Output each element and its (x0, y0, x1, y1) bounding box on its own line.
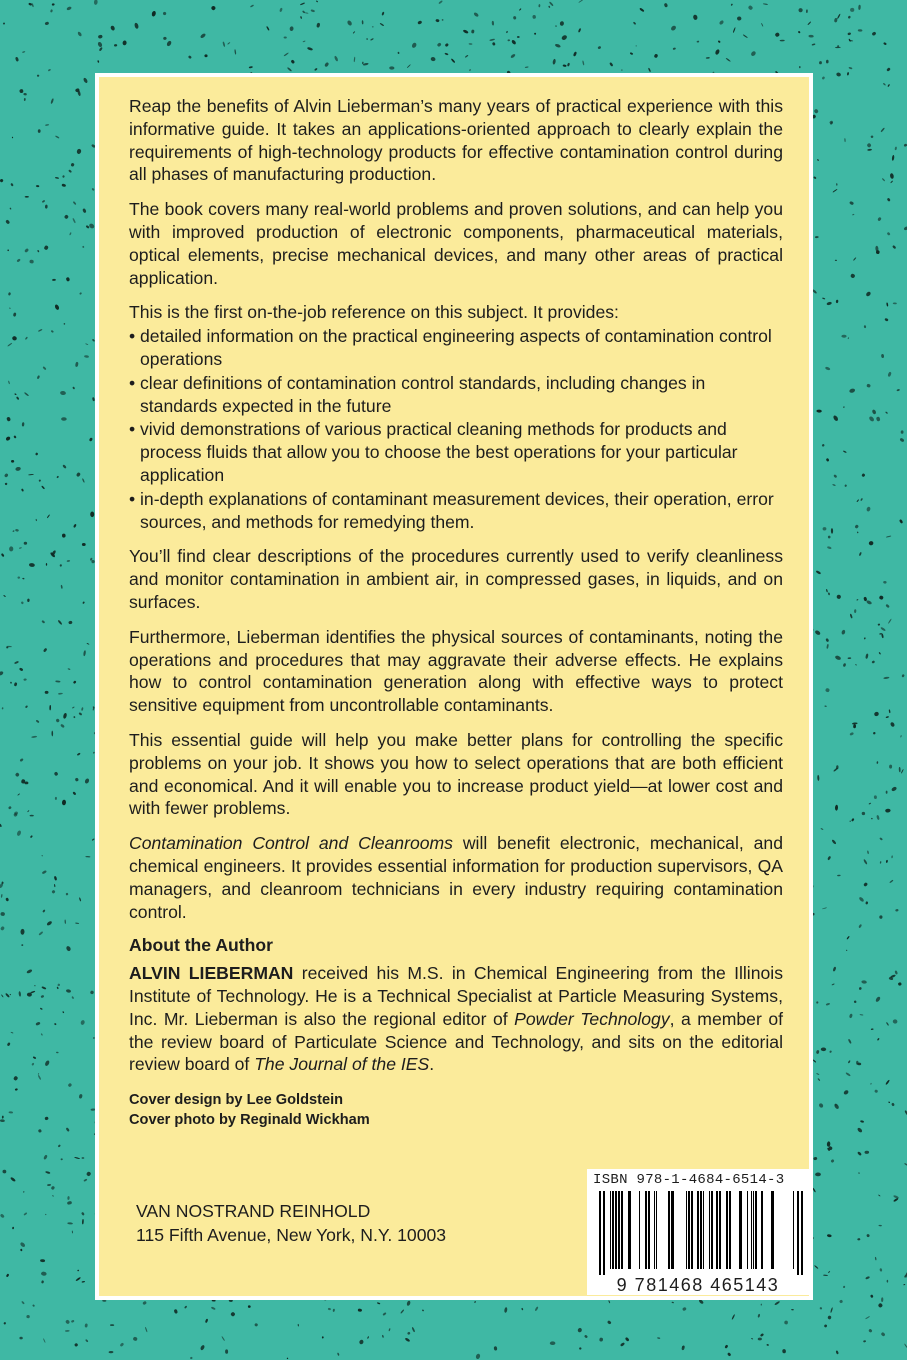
audience-paragraph (129, 832, 783, 923)
barcode-digits: 9 781468 465143 (616, 1275, 780, 1295)
publisher-block (136, 1199, 446, 1247)
publisher-address: 115 Fifth Avenue, New York, N.Y. 10003 (136, 1225, 447, 1245)
isbn-barcode (587, 1169, 809, 1295)
intro-paragraph: Reap the benefits of Alvin Lieberman’s many years of practical experience with this informative guide. It takes an applications-oriented approach to clearly explain the requirements of high-technology products for effective contamination control during all phases of manufacturing production. (129, 96, 783, 185)
procedures-paragraph: You’ll find clear descriptions of the procedures currently used to verify cleanliness and monitor contamination in ambient air, in compressed gases, in liquids, and on surfaces. (129, 546, 783, 612)
problems-paragraph: The book covers many real-world problems and proven solutions, and can help you with improved production of electronic components, pharmaceutical materials, optical elements, precise mechanical devices, and many other areas of practical application. (129, 199, 783, 288)
audience-text: will benefit electronic, mechanical, and chemical engineers. It provides essential information for production supervisors, QA managers, and cleanroom technicians in every industry requiring contamination control. (129, 833, 783, 922)
isbn-label: ISBN 978-1-4684-6514-3 (593, 1172, 785, 1188)
cover-design-credit: Cover design by Lee Goldstein (129, 1092, 344, 1109)
bio-text-3: . (429, 1054, 435, 1075)
list-item: • clear definitions of contamination control standards, including changes in standards expected in the future (129, 372, 783, 418)
bio-text-2: , a member of the review board of Particulate Science and Technology, and sits on the editorial review board of (129, 1008, 783, 1075)
journal-powder-technology: Powder Technology (514, 1008, 670, 1029)
list-item: • vivid demonstrations of various practical cleaning methods for products and process fluids that allow you to choose the best operations for your particular application (129, 418, 783, 486)
list-item: • detailed information on the practical engineering aspects of contamination control operations (129, 325, 783, 371)
sources-paragraph: Furthermore, Lieberman identifies the physical sources of contaminants, noting the operations and procedures that may aggravate their adverse effects. He explains how to control contamination generation along with effective ways to protect sensitive equipment from uncontrollable contaminants. (129, 626, 783, 716)
guide-paragraph: This essential guide will help you make better plans for controlling the specific problems on your job. It shows you how to select operations that are both efficient and economical. And it will enable you to increase product yield—at lower cost and with fewer problems. (129, 729, 783, 819)
cover-credits (129, 1090, 783, 1130)
cover-photo-credit: Cover photo by Reginald Wickham (129, 1112, 370, 1129)
features-list (129, 325, 783, 533)
provides-paragraph: This is the first on-the-job reference on this subject. It provides: (129, 302, 619, 323)
about-author-heading: About the Author (129, 935, 273, 956)
journal-ies: The Journal of the IES (254, 1054, 430, 1075)
bio-text-1: received his M.S. in Chemical Engineering from the Illinois Institute of Technology. He is a Technical Specialist at Particle Measuring Systems, Inc. Mr. Lieberman is also the regional editor of (129, 963, 783, 1029)
publisher-name: VAN NOSTRAND REINHOLD (136, 1201, 371, 1221)
author-bio (129, 962, 783, 1076)
barcode-bars (599, 1191, 803, 1275)
back-cover-panel (95, 73, 813, 1300)
book-title: Contamination Control and Cleanrooms (129, 833, 453, 854)
author-name: ALVIN LIEBERMAN (129, 963, 294, 984)
list-item: • in-depth explanations of contaminant measurement devices, their operation, error sources, and methods for remedying them. (129, 488, 783, 534)
